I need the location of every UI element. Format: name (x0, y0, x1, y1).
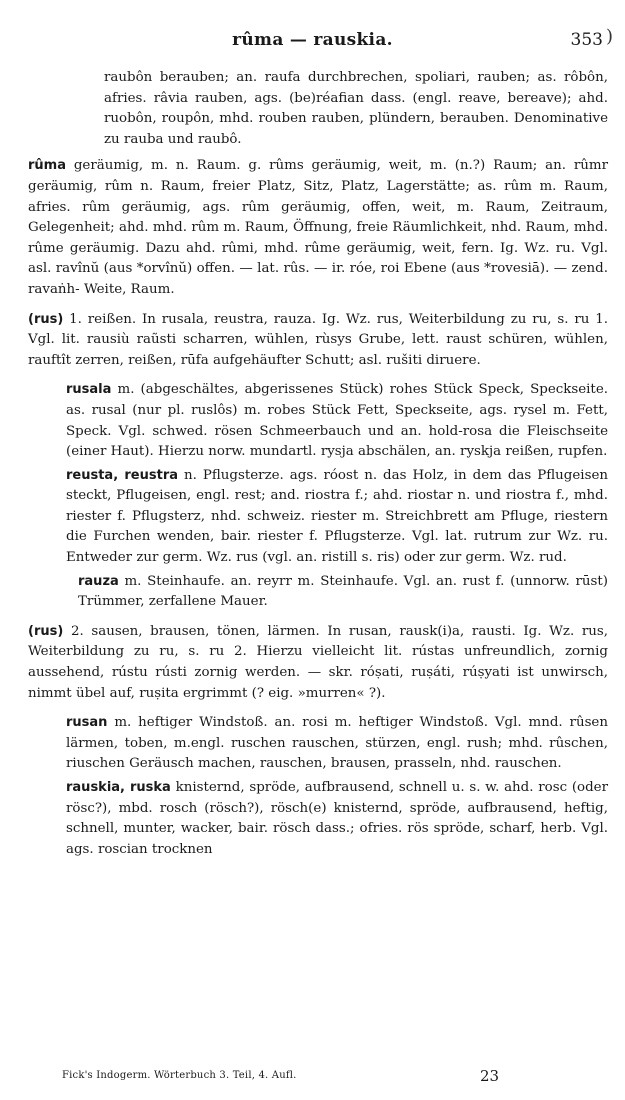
header-title: rûma — rauskia. (232, 30, 393, 50)
page-body (28, 68, 608, 863)
entry-ruma (28, 156, 608, 300)
headword-ruma: rûma (28, 158, 66, 174)
headword-rus-2: (rus) (28, 623, 64, 639)
entry-text: 1. reißen. In rusala, reustra, rauza. Ig. Wz. rus, Weiterbildung zu ru, s. ru 1. Vgl. lit. rausiù raũsti scharren, wühlen, rùsys Grube, lett. raust schüren, wühlen, rauftît zerren, reißen, rūfa aufgehäufter Schutt; asl. rušiti diruere. (28, 311, 608, 368)
entry-text: geräumig, m. n. Raum. g. rûms geräumig, weit, m. (n.?) Raum; an. rûmr geräumig, rûm n. Raum, freier Platz, Sitz, Platz, Lagerstätte; as. rûm m. Raum, afries. rûm geräumig, ags. rûm geräumig, offen, weit, m. Raum, Zeitraum, Gelegenheit; ahd. mhd. rûm m. Raum, Öffnung, freie Räumlichkeit, nhd. Raum, mhd. rûme geräumig. Dazu ahd. rûmi, mhd. rûme geräumig, weit, fern. Ig. Wz. ru. Vgl. asl. ravînŭ (aus *orvînŭ) offen. — lat. rûs. — ir. róe, roi Ebene (aus *rovesiā). — zend. ravaṅh- Weite, Raum. (28, 158, 608, 297)
footer-citation: Fick's Indogerm. Wörterbuch 3. Teil, 4. Aufl. (62, 1070, 297, 1081)
entry-text: knisternd, spröde, aufbrausend, schnell u. s. w. ahd. rosc (oder rösc?), mbd. rosch (rösch?), rösch(e) knisternd, spröde, aufbrausend, heftig, schnell, munter, wacker, bair. rösch dass.; ofries. rös spröde, scharf, herb. Vgl. ags. roscian trocknen (66, 780, 608, 857)
headword-rus-1: (rus) (28, 311, 64, 327)
entry-text: m. (abgeschältes, abgerissenes Stück) rohes Stück Speck, Speckseite. as. rusal (nur pl. ruslôs) m. robes Stück Fett, Speckseite, ags. rysel m. Fett, Speck. Vgl. schwed. rösen Schmeerbauch und an. hold-rosa die Fleischseite (einer Haut). Hierzu norw. mundartl. rysja abschälen, an. ryskja reißen, rupfen. (66, 382, 608, 460)
entry-text: m. heftiger Windstoß. an. rosi m. heftiger Windstoß. Vgl. mnd. rûsen lärmen, toben, m.engl. ruschen rauschen, stürzen, engl. rush; mhd. rûschen, riuschen Geräusch machen, rauschen, brausen, prasseln, nhd. rauschen. (66, 715, 608, 772)
subentry-rauza (28, 572, 608, 613)
page-footer (62, 1067, 602, 1088)
running-header (0, 26, 625, 54)
corner-mark: ) (605, 26, 613, 47)
page-number: 353 (570, 30, 603, 50)
headword-reusta: reusta, reustra (66, 467, 179, 483)
headword-rusan: rusan (66, 715, 108, 731)
subentry-rusan (28, 713, 608, 775)
continued-entry-raubo (28, 68, 608, 150)
entry-text: raubôn berauben; an. raufa durchbrechen, spoliari, rauben; as. rôbôn, afries. râvia rauben, ags. (be)réafian dass. (engl. reave, bereave); ahd. ruobôn, roupôn, mhd. rouben rauben, plündern, berauben. Denominative zu rauba und raubô. (104, 70, 608, 147)
headword-rusala: rusala (66, 382, 112, 398)
entry-rus-1 (28, 310, 608, 372)
entry-text: n. Pflugsterze. ags. róost n. das Holz, in dem das Pflugeisen steckt, Pflugeisen, engl. rest; and. riostra f.; ahd. riostar n. und riostra f., mhd. riester f. Pflugsterz, nhd. schweiz. riester m. Streichbrett am Pfluge, riestern die Furchen wenden, bair. riester f. Pflugsterze. Vgl. lat. rutrum zur Wz. ru. Entweder zur germ. Wz. rus (vgl. an. ristill s. ris) oder zur germ. Wz. rud. (66, 467, 608, 566)
subentry-rauskia (28, 778, 608, 860)
headword-rauza: rauza (78, 573, 119, 589)
headword-rauskia: rauskia, ruska (66, 780, 171, 795)
entry-text: 2. sausen, brausen, tönen, lärmen. In rusan, rausk(i)a, rausti. Ig. Wz. rus, Weiterbildung zu ru, s. ru 2. Hierzu vielleicht lit. rústas unfreundlich, zornig aussehend, rústu rústi zornig werden. — skr. róṣati, ruṣáti, rúṣyati ist unwirsch, nimmt übel auf, ruṣita ergrimmt (? eig. »murren« ?). (28, 623, 608, 701)
entry-text: m. Steinhaufe. an. reyrr m. Steinhaufe. Vgl. an. rust f. (unnorw. rūst) Trümmer, zerfallene Mauer. (78, 573, 608, 610)
subentry-rusala (28, 380, 608, 462)
subentry-reusta (28, 466, 608, 569)
entry-rus-2 (28, 622, 608, 704)
signature-number: 23 (480, 1067, 500, 1085)
